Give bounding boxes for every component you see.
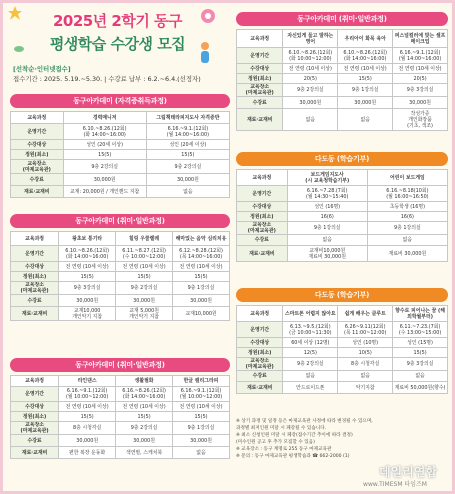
table-cell: 전 연령 (10세 이상) (283, 64, 338, 74)
table-cell: 30,000원 (173, 295, 230, 307)
table-cell: 정원(최소) (11, 272, 59, 282)
table-cell: 9층 1강의실 (287, 222, 367, 235)
table-cell: 성인 (20세 이상) (146, 140, 229, 150)
table-row (11, 186, 230, 198)
table-cell: 그림책테라피지도사 자격증반 (146, 112, 229, 124)
table-cell: 교재10,000 개인악기 지참 (59, 307, 116, 321)
course-table (10, 111, 230, 198)
table-cell: 힐링 우쿨렐레 (116, 232, 173, 246)
table-cell: 수강대상 (237, 64, 283, 74)
table-cell: 6.26~9.11(12회) (목 11:00~12:00) (338, 322, 393, 338)
table-cell: 6.10.~8.26.(12회) (화 10:00~12:00) (283, 48, 338, 64)
table-cell: 성인 (20세 이상) (63, 140, 146, 150)
table-cell: 라인댄스 (59, 376, 116, 387)
table-cell: 15(5) (116, 272, 173, 282)
section-title: 동구아카데미 (취미·일반과정) (236, 12, 448, 26)
table-cell: 교육과정 (11, 376, 59, 387)
schedule-text: 접수기간 : 2025. 5.19.~5.30. | 수강료 납부 : 6.2.~6.4.(선정자) (13, 75, 201, 83)
table-cell: 교육장소 (마제교육관) (237, 358, 283, 371)
notes-block (236, 418, 448, 460)
table-cell: 정원(최소) (11, 412, 59, 422)
note-line: ※ 교육장소 : 동구 계명로 255 동구 마제교육관 (236, 447, 332, 452)
table-row (11, 376, 230, 387)
table-cell: 해마었는 음악 심리치유 (173, 232, 230, 246)
table-cell: 교육장소 (마제교육관) (11, 282, 59, 295)
table-row (237, 306, 448, 322)
table-cell: 정원(최소) (237, 74, 283, 84)
table-row (237, 212, 448, 222)
table-cell: 재료·교재비 (11, 307, 59, 321)
table-cell: 교육장소 (마제교육관) (237, 84, 283, 97)
table-cell: 9층 2강의실 (283, 358, 338, 371)
table-cell: 전 연령 (10세 이상) (59, 262, 116, 272)
table-cell: 전 연령 (10세 이상) (59, 402, 116, 412)
course-table (10, 375, 230, 459)
table-cell: 전 연령 (10세 이상) (338, 64, 393, 74)
table-row (237, 222, 448, 235)
table-row (237, 74, 448, 84)
table-cell: 9층 2강의실 (116, 422, 173, 435)
table-row (11, 112, 230, 124)
table-cell: 없음 (146, 186, 229, 198)
table-cell: 15(5) (59, 412, 116, 422)
table-cell: 수강료 (237, 235, 288, 246)
table-cell: 6.16.~8.18(10회) (월 16:00~16:50) (367, 186, 447, 202)
table-cell: 15(5) (116, 412, 173, 422)
table-row (237, 348, 448, 358)
table-cell: 없음 (287, 235, 367, 246)
table-row (237, 338, 448, 348)
table-cell: 16(6) (287, 212, 367, 222)
table-row (237, 382, 448, 394)
table-cell: 6.10.~8.26.(12회) (화 14:00~16:00) (338, 48, 393, 64)
table-cell: 스마트폰 어렵지 않아요 (283, 306, 338, 322)
table-cell: 30,000원 (338, 97, 393, 109)
table-cell: 수강료 (237, 97, 283, 109)
table-cell: 6.12.~8.28.(12회) (목 14:00~16:00) (173, 246, 230, 262)
table-cell: 어린이 보드게임 (367, 170, 447, 186)
table-cell: 9층 2강의실 (116, 282, 173, 295)
course-table (236, 305, 448, 394)
table-cell: 향수로 피어나는 꿈 (해외학월부터) (393, 306, 448, 322)
table-cell: 16(6) (367, 212, 447, 222)
table-row (237, 358, 448, 371)
section-title: 동구아카데미 (자격증취득과정) (10, 94, 230, 108)
note-line: ※ 문의 : 동구 마제교육관 평생학습과 ☎ 662-2000 (1) (236, 454, 350, 459)
table-row (11, 160, 230, 174)
table-cell: 교재비10,000원 재료비 30,000원 (287, 246, 367, 262)
table-row (11, 174, 230, 186)
table-cell: 없음 (338, 371, 393, 382)
table-cell: 9층 1강의실 (338, 84, 393, 97)
table-row (237, 235, 448, 246)
table-cell: 30,000원 (393, 97, 448, 109)
table-row (237, 84, 448, 97)
table-cell: 정원(최소) (237, 348, 283, 358)
table-cell: 교재: 20,000원 / 개인핸드 지참 (63, 186, 146, 198)
table-cell: 없음 (393, 371, 448, 382)
table-cell: 교육과정 (11, 112, 64, 124)
course-table (236, 29, 448, 131)
section-title: 다도동 (학습기부) (236, 288, 448, 302)
table-cell: 성인 (10명) (338, 338, 393, 348)
table-row (11, 422, 230, 435)
table-row (237, 170, 448, 186)
table-cell: 6.10.~8.26.(12회) (화 14:00~16:00) (63, 124, 146, 140)
table-cell: 15(5) (63, 150, 146, 160)
table-cell: 재료·교재비 (237, 109, 283, 131)
watermark: 데일리연합 (379, 465, 437, 479)
table-cell: 수강료 (11, 295, 59, 307)
table-cell: 9층 3강의실 (393, 358, 448, 371)
table-cell: 8층 시청각실 (338, 358, 393, 371)
table-cell: 성인 (15명) (393, 338, 448, 348)
table-cell: 15(5) (173, 272, 230, 282)
table-cell: 20(5) (393, 74, 448, 84)
table-cell: 30,000원 (63, 174, 146, 186)
table-cell: 초등학생 (16명) (367, 202, 447, 212)
table-row (11, 435, 230, 447)
table-cell: 수강대상 (11, 262, 59, 272)
table-cell: 없음 (367, 235, 447, 246)
table-cell: 30,000원 (173, 435, 230, 447)
table-cell: 성인 (16명) (287, 202, 367, 212)
table-cell: 수강료 (11, 435, 59, 447)
table-cell: 9층 1강의실 (173, 282, 230, 295)
table-cell: 교육장소 (마제교육관) (11, 160, 64, 174)
table-cell: 6.13.~9.5.(12회) (금 10:00~11:30) (283, 322, 338, 338)
table-row (11, 402, 230, 412)
watermark-sub: www.TIMESM 타임즈M (363, 481, 427, 488)
table-row (237, 322, 448, 338)
table-cell: 9층 1강의실 (173, 422, 230, 435)
table-cell: 쉽게 배우는 클루트 (338, 306, 393, 322)
registration-info (13, 64, 228, 84)
selection-method: [선착순·인터넷접수] (13, 65, 71, 73)
section-dado-2 (236, 288, 448, 394)
table-row (237, 186, 448, 202)
table-cell: 6.10.~8.26.(12회) (화 14:00~16:00) (59, 246, 116, 262)
table-cell: 12(5) (283, 348, 338, 358)
table-cell: 수강대상 (11, 402, 59, 412)
table-cell: 6.16.~8.26.(12회) (화 14:00~16:00) (116, 387, 173, 402)
table-cell: 6.11.~8.27.(12회) (수 10:00~12:00) (116, 246, 173, 262)
table-cell: 교육과정 (11, 232, 59, 246)
section-title: 동구아카데미 (취미·일반과정) (10, 358, 230, 372)
table-cell: 9층 3강의실 (393, 84, 448, 97)
table-cell: 30,000원 (146, 174, 229, 186)
table-cell: 15(5) (173, 412, 230, 422)
table-row (11, 447, 230, 459)
table-cell: 교육장소 (마제교육관) (237, 222, 288, 235)
table-cell: 작성가증 개인화장품 (기초, 색조) (393, 109, 448, 131)
table-row (237, 371, 448, 382)
table-cell: 재료·교재비 (237, 246, 288, 262)
table-cell: 보드게임지도사 (시 교육청학습기부) (287, 170, 367, 186)
table-row (11, 246, 230, 262)
table-row (237, 97, 448, 109)
table-cell: 10(5) (338, 348, 393, 358)
section-title: 동구아카데미 (취미·일반과정) (10, 214, 230, 228)
table-cell: 왕초보 통기타 (59, 232, 116, 246)
table-cell: 정원(최소) (237, 212, 288, 222)
table-cell: 재료비 30,000원 (367, 246, 447, 262)
table-cell: 수강료 (11, 174, 64, 186)
table-cell: 30,000원 (59, 295, 116, 307)
table-cell: 운영기간 (237, 48, 283, 64)
table-cell: 한글 캘리그라피 (173, 376, 230, 387)
table-cell: 편한 복장 운동화 (59, 447, 116, 459)
table-cell: 운영기간 (11, 124, 64, 140)
section-title: 다도동 (학습기부) (236, 152, 448, 166)
table-row (11, 124, 230, 140)
table-cell: 생활필화 (116, 376, 173, 387)
table-row (237, 202, 448, 212)
table-row (11, 150, 230, 160)
table-cell: 수강대상 (237, 338, 283, 348)
table-cell: 6.16.~9.1.(12회) (월 10:00~12:00) (59, 387, 116, 402)
table-cell: 30,000원 (283, 97, 338, 109)
table-cell: 20(5) (283, 74, 338, 84)
table-cell: 9층 2강의실 (146, 160, 229, 174)
course-table (10, 231, 230, 321)
table-cell: 재료·교재비 (237, 382, 283, 394)
section-hobby-2 (10, 358, 230, 459)
table-row (11, 140, 230, 150)
table-cell: 수강대상 (237, 202, 288, 212)
table-cell: 없음 (173, 447, 230, 459)
note-line: 과정별 최저인원 미달 시 폐강될 수 있습니다. (236, 426, 327, 431)
table-row (11, 232, 230, 246)
table-cell: 6.11.~7.23.(7회) (수 13:00~15:00) (393, 322, 448, 338)
table-cell: 9층 2강의실 (63, 160, 146, 174)
course-table (236, 169, 448, 262)
table-row (11, 307, 230, 321)
table-cell: 재료·교재비 (11, 186, 64, 198)
table-cell: 전 연령 (10세 이상) (393, 64, 448, 74)
table-cell: 우리아이 화목 육아 (338, 30, 393, 48)
table-cell: 교육과정 (237, 306, 283, 322)
table-cell: 15(5) (146, 150, 229, 160)
table-cell: 안드로이드폰 (283, 382, 338, 394)
table-cell: 전 연령 (10세 이상) (173, 262, 230, 272)
table-cell: 30,000원 (116, 295, 173, 307)
table-cell: 운영기간 (11, 387, 59, 402)
table-cell: 교육과정 (237, 170, 288, 186)
section-hobby-3 (236, 12, 448, 131)
table-cell: 교육과정 (237, 30, 283, 48)
note-line: ※ 상기 과정 및 일정 등은 마제교육관 사정에 따라 변경될 수 있으며, (236, 419, 373, 424)
table-row (237, 64, 448, 74)
table-cell: 악기지참 (338, 382, 393, 394)
table-cell: 15(5) (59, 272, 116, 282)
note-line: ※ 최소 신청인원 미달 시 폐강(접수기간 추이에 따라 결정) (236, 433, 353, 438)
table-row (11, 387, 230, 402)
page-title: 2025년 2학기 동구 (52, 12, 183, 30)
table-cell: 60세 이상 (12명) (283, 338, 338, 348)
table-row (11, 295, 230, 307)
table-cell: 운영기간 (237, 186, 288, 202)
table-cell: 6.16.~9.1.(12회) (월 10:00~12:00) (173, 387, 230, 402)
table-cell: 교재10,000원 (173, 307, 230, 321)
table-cell: 전 연령 (10세 이상) (116, 402, 173, 412)
table-row (237, 48, 448, 64)
table-cell: 전 연령 (10세 이상) (116, 262, 173, 272)
table-cell: 없음 (283, 109, 338, 131)
table-cell: 6.16.~9.1.(12회) (월 14:00~16:00) (146, 124, 229, 140)
page-subtitle: 평생학습 수강생 모집 (49, 35, 186, 53)
table-row (237, 30, 448, 48)
table-row (11, 272, 230, 282)
table-cell: 정원(최소) (11, 150, 64, 160)
table-cell: 9층 3강의실 (59, 282, 116, 295)
table-cell: 교육장소 (마제교육관) (11, 422, 59, 435)
table-cell: 6.16.~9.1.(12회) (월 14:00~16:00) (393, 48, 448, 64)
table-row (237, 109, 448, 131)
table-cell: 퍼스널컬러에 맞는 셀프메이크업 (393, 30, 448, 48)
table-cell: 색연필, 스케치북 (116, 447, 173, 459)
section-certificate (10, 94, 230, 198)
table-cell: 전 연령 (10세 이상) (173, 402, 230, 412)
section-hobby-1 (10, 214, 230, 321)
table-cell: 9층 1강의실 (367, 222, 447, 235)
note-line: (미수인원 공고 후 추가 모집할 수 있음) (236, 440, 315, 445)
title-block (10, 10, 225, 54)
table-cell: 경력매니저 (63, 112, 146, 124)
table-cell: 8층 시청각실 (59, 422, 116, 435)
table-cell: 15(5) (393, 348, 448, 358)
table-row (11, 282, 230, 295)
table-row (237, 246, 448, 262)
table-row (11, 262, 230, 272)
table-cell: 운영기간 (11, 246, 59, 262)
table-cell: 30,000원 (59, 435, 116, 447)
table-cell: 30,000원 (116, 435, 173, 447)
table-cell: 15(5) (338, 74, 393, 84)
table-cell: 재료·교재비 (11, 447, 59, 459)
section-dado-1 (236, 152, 448, 262)
table-cell: 재료비 50,000원(향수) (393, 382, 448, 394)
table-cell: 수강료 (237, 371, 283, 382)
table-cell: 9층 2강의실 (283, 84, 338, 97)
table-cell: 없음 (283, 371, 338, 382)
table-row (11, 412, 230, 422)
table-cell: 운영기간 (237, 322, 283, 338)
table-cell: 자신있게 들고 말하는 영어 (283, 30, 338, 48)
table-cell: 수강대상 (11, 140, 64, 150)
table-cell: 없음 (338, 109, 393, 131)
table-cell: 6.16.~7.28.(7회) (월 14:30~15:40) (287, 186, 367, 202)
table-cell: 교재 5,000원 개인악기 지참 (116, 307, 173, 321)
